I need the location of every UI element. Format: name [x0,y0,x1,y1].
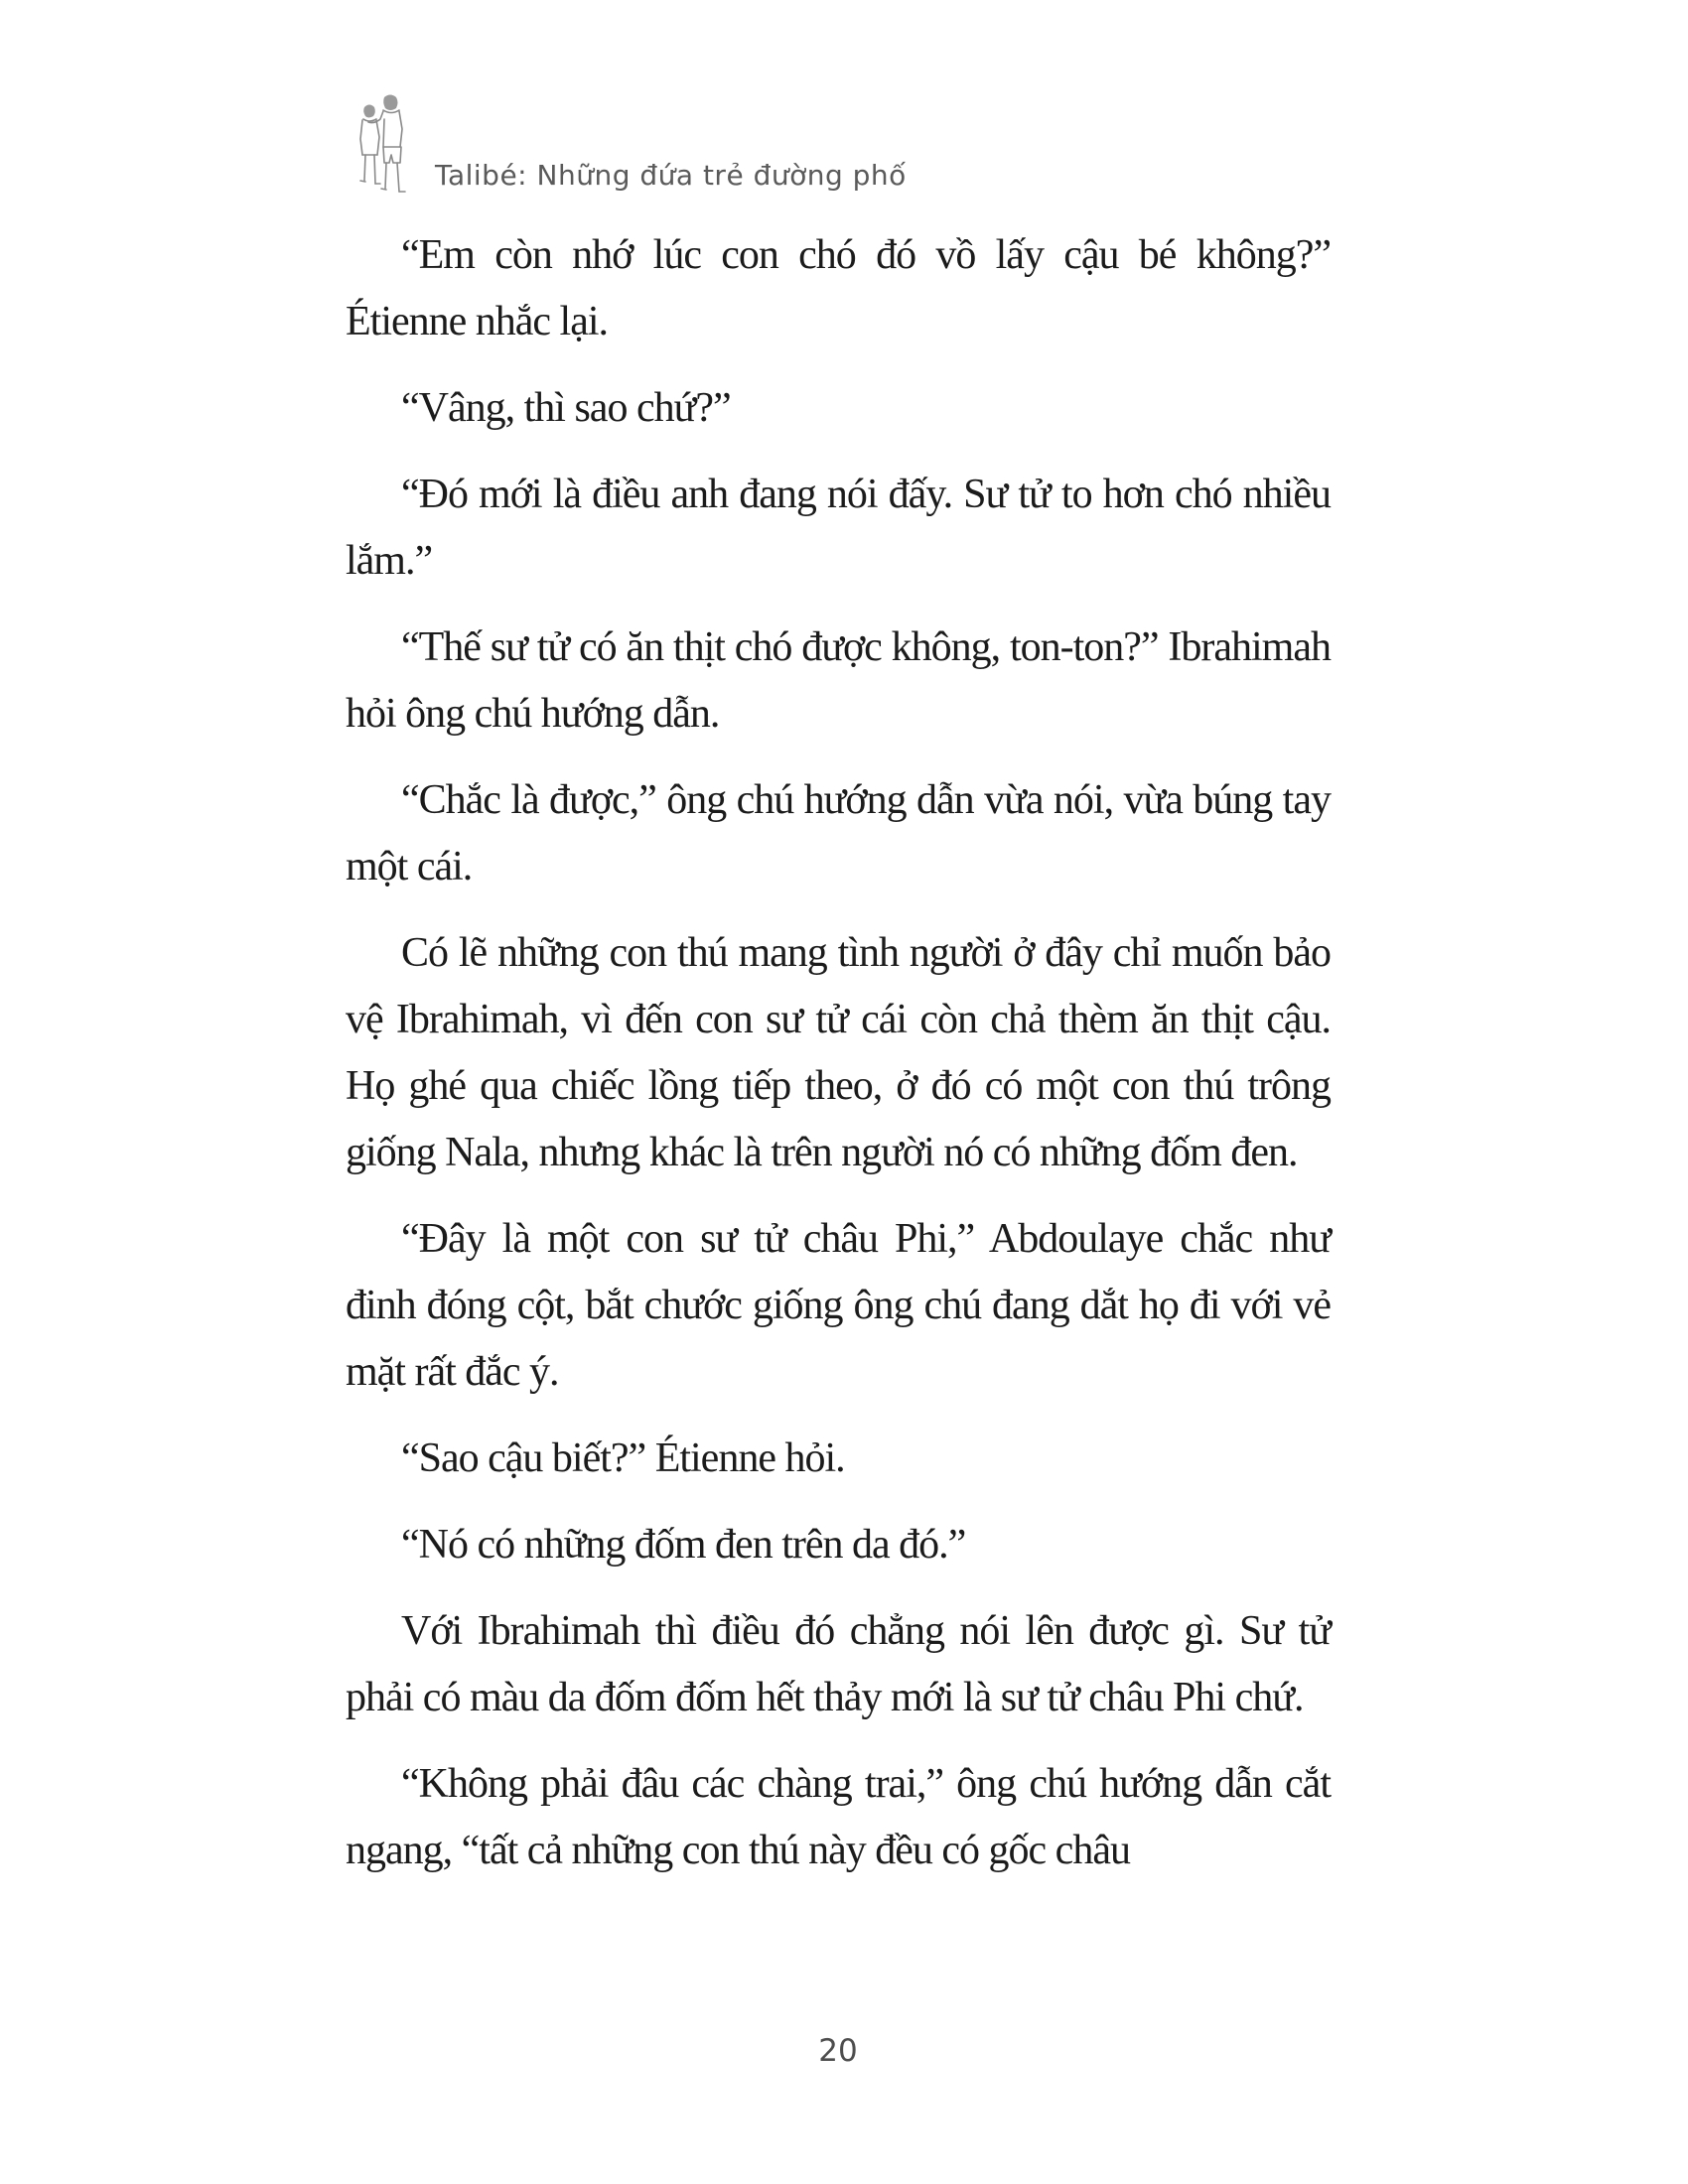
two-children-walking-icon [353,89,417,205]
paragraph: “Chắc là được,” ông chú hướng dẫn vừa nói, vừa búng tay một cái. [346,777,1331,889]
paragraph: “Nó có những đốm đen trên da đó.” [401,1522,966,1568]
page-body-text [346,222,1331,1904]
paragraph: “Vâng, thì sao chứ?” [401,385,731,431]
running-head-title: Talibé: Những đứa trẻ đường phố [435,159,907,192]
paragraph: Với Ibrahimah thì điều đó chẳng nói lên được gì. Sư tử phải có màu da đốm đốm hết thảy mới là sư tử châu Phi chứ. [346,1608,1331,1720]
page-number: 20 [818,2033,858,2069]
paragraph: Có lẽ những con thú mang tình người ở đây chỉ muốn bảo vệ Ibrahimah, vì đến con sư tử cái còn chả thèm ăn thịt cậu. Họ ghé qua chiếc lồng tiếp theo, ở đó có một con thú trông giống Nala, nhưng khác là trên người nó có những đốm đen. [346,930,1331,1175]
paragraph: “Không phải đâu các chàng trai,” ông chú hướng dẫn cắt ngang, “tất cả những con thú này đều có gốc châu [346,1761,1331,1873]
paragraph: “Em còn nhớ lúc con chó đó vồ lấy cậu bé không?” Étienne nhắc lại. [346,232,1331,344]
paragraph: “Đây là một con sư tử châu Phi,” Abdoulaye chắc như đinh đóng cột, bắt chước giống ông chú đang dắt họ đi với vẻ mặt rất đắc ý. [346,1216,1331,1395]
page-header [0,0,1688,208]
paragraph: “Thế sư tử có ăn thịt chó được không, ton-ton?” Ibrahimah hỏi ông chú hướng dẫn. [346,624,1331,737]
paragraph: “Đó mới là điều anh đang nói đấy. Sư tử to hơn chó nhiều lắm.” [346,472,1331,584]
paragraph: “Sao cậu biết?” Étienne hỏi. [401,1435,845,1481]
